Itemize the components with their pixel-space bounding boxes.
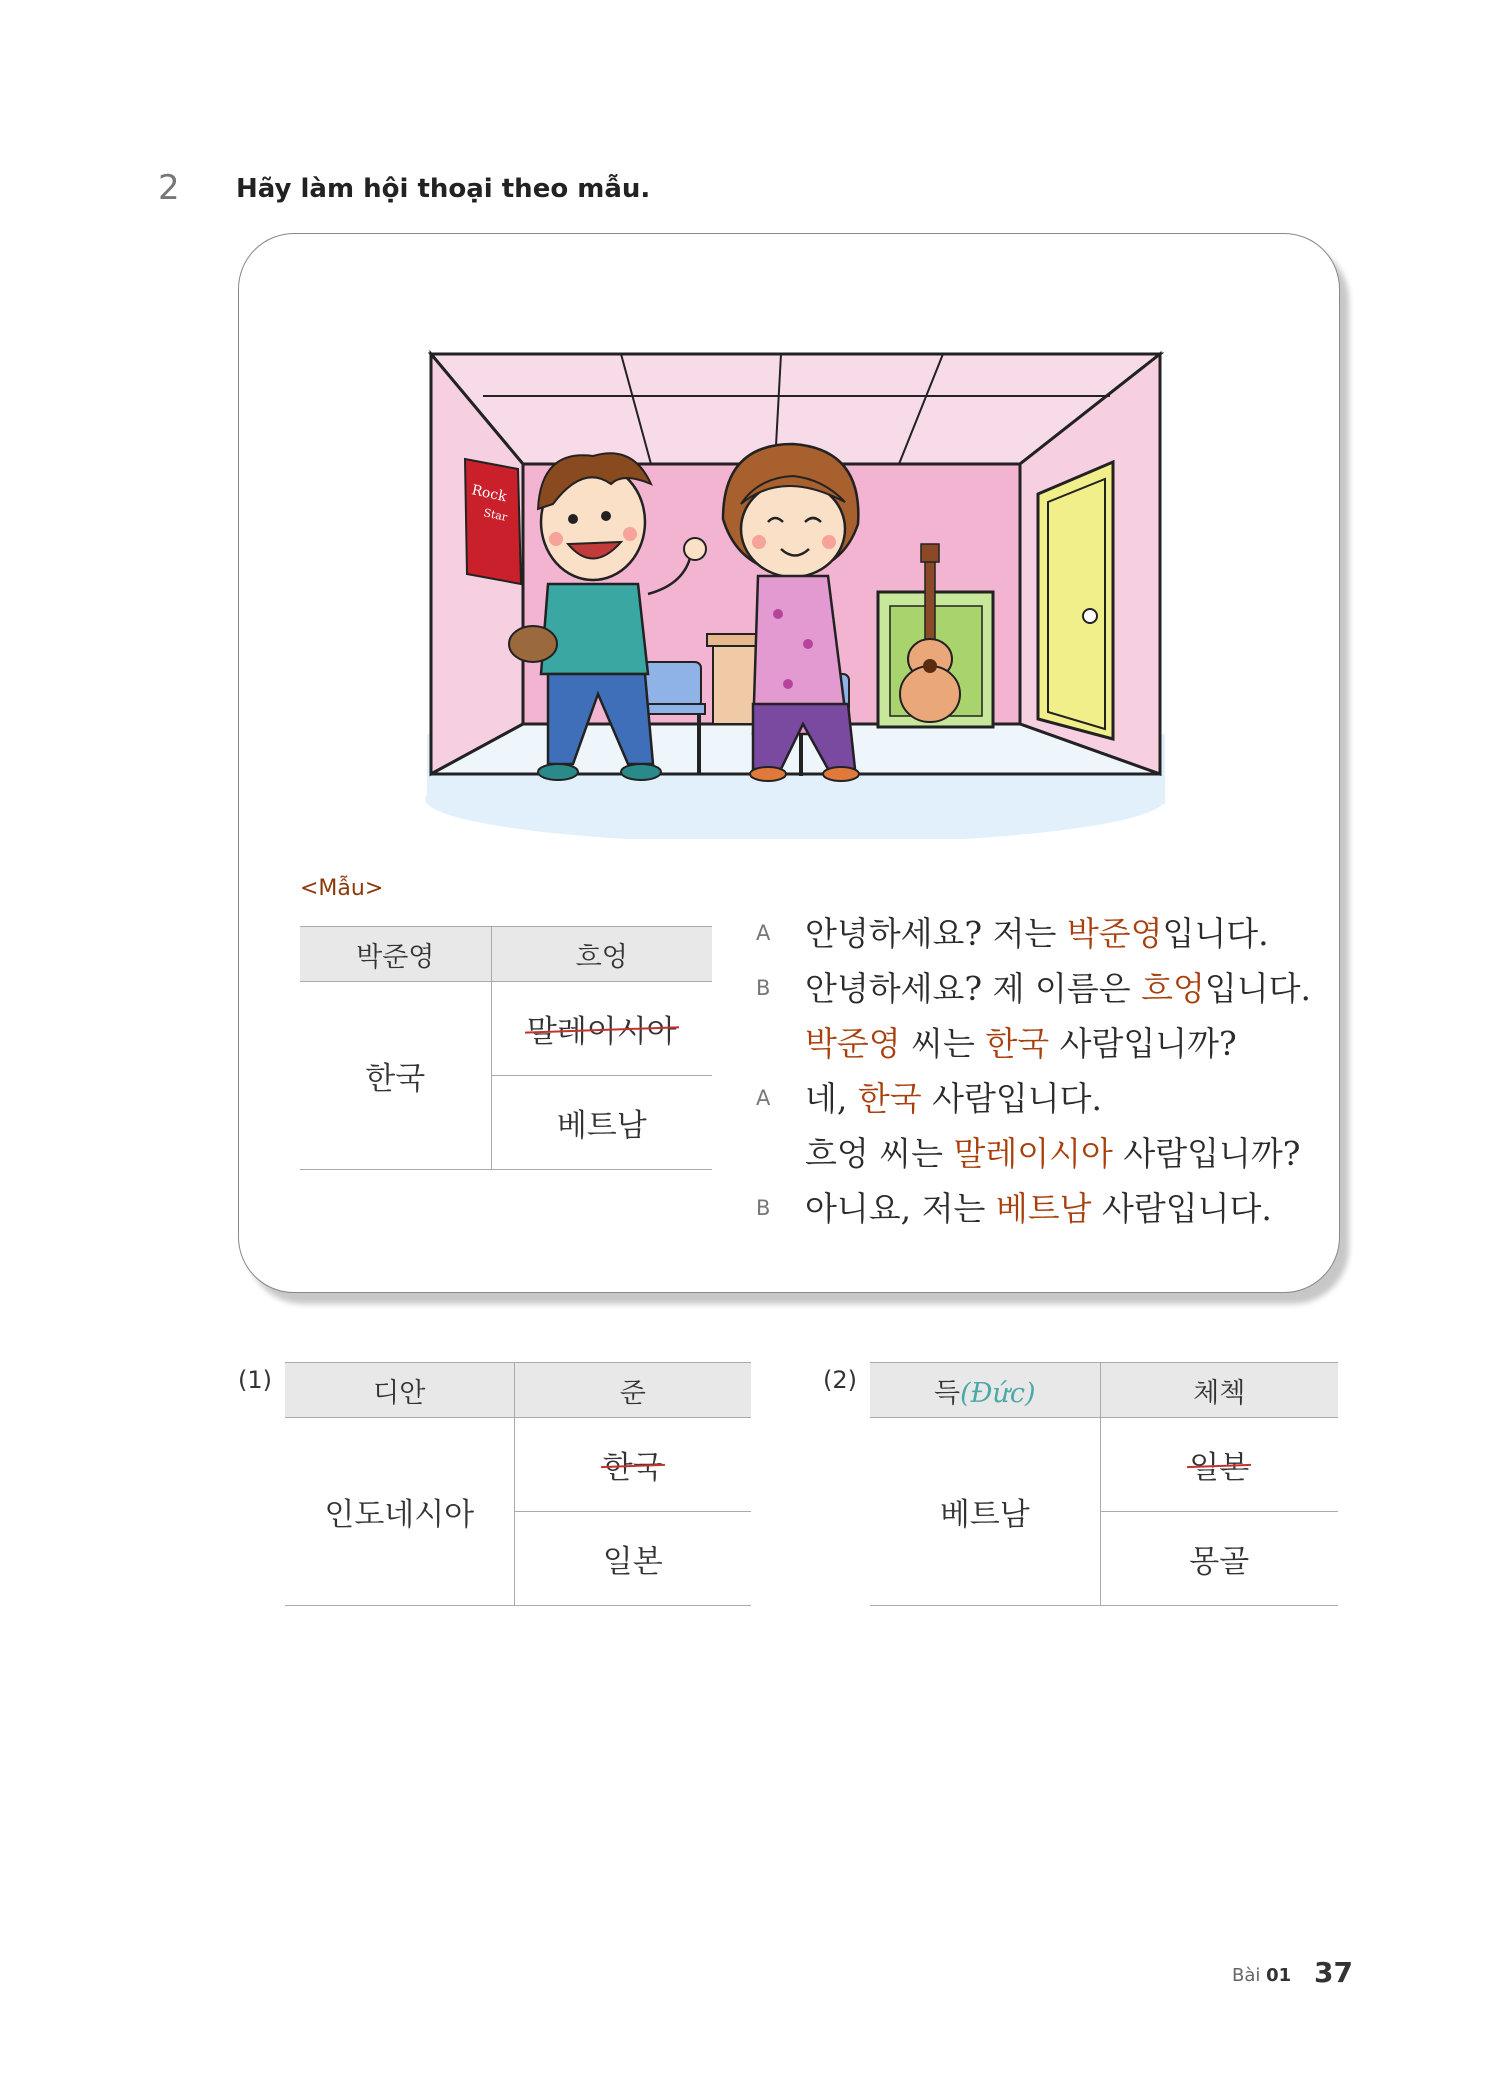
utterance [805,961,1311,1016]
utterance-text: 사람입니까? [1049,1024,1237,1063]
example-struck-option [491,982,712,1076]
exercise-2-struck-option [1100,1418,1338,1512]
struck-text: 일본 [1189,1442,1249,1487]
struck-text: 말레이시아 [527,1006,677,1051]
highlighted-word: 박준영 [805,1024,901,1063]
header-name: 득 [934,1377,961,1409]
exercise-2-table [870,1362,1338,1606]
speaker-label: B [756,1196,771,1220]
exercise-1-label: (1) [238,1366,272,1394]
dialogue-line [756,1126,1316,1181]
utterance [805,1071,1102,1126]
exercise-1-struck-option [514,1418,751,1512]
struck-text: 한국 [603,1442,663,1487]
dialogue-line [756,1016,1316,1071]
door-icon [1038,462,1113,739]
example-dialogue [756,906,1316,1236]
utterance-text: 사람입니다. [1091,1189,1272,1228]
lesson-number: 01 [1266,1965,1292,1986]
lesson-prefix: Bài [1232,1965,1261,1986]
highlighted-word: 박준영 [1066,914,1163,953]
utterance [805,1126,1300,1181]
highlighted-word: 베트남 [995,1189,1092,1228]
exercise-2-country-a: 베트남 [870,1418,1100,1606]
example-header-a: 박준영 [300,927,491,982]
highlighted-word: 흐엉 [1141,969,1205,1008]
utterance-text: 안녕하세요? 제 이름은 [805,969,1142,1008]
dialogue-line [756,1071,1316,1126]
exercise-number: 2 [158,168,180,208]
utterance [805,906,1269,961]
example-answer-option: 베트남 [491,1076,712,1170]
exercise-2-label: (2) [823,1366,857,1394]
exercise-instruction: Hãy làm hội thoại theo mẫu. [236,174,651,204]
highlighted-word: 한국 [857,1079,922,1118]
utterance-text: 네, [805,1079,858,1118]
example-header-b: 흐엉 [491,927,712,982]
exercise-2-answer-option: 몽골 [1100,1512,1338,1606]
exercise-1-header-b: 준 [514,1363,751,1418]
exercise-2-header-a [870,1363,1100,1418]
exercise-1-answer-option: 일본 [514,1512,751,1606]
speaker-label: A [756,921,771,945]
svg-text:Star: Star [482,506,509,524]
example-label: <Mẫu> [300,876,384,901]
vietnamese-name-hint: (Đức) [960,1377,1036,1409]
utterance-text: 사람입니까? [1112,1134,1301,1173]
example-table [300,926,712,1170]
example-country-a: 한국 [300,982,491,1170]
utterance-text: 흐엉 씨는 [805,1134,954,1173]
page-number: 37 [1314,1956,1353,1989]
dialogue-line [756,906,1316,961]
utterance-text: 아니요, 저는 [805,1189,996,1228]
dialogue-line [756,961,1316,1016]
utterance-text: 씨는 [900,1024,986,1063]
svg-text:Rock: Rock [470,482,509,506]
exercise-1-table [285,1362,751,1606]
utterance [805,1181,1272,1236]
speaker-label: A [756,1086,771,1110]
utterance-text: 입니다. [1204,969,1311,1008]
exercise-2-header-b: 체첵 [1100,1363,1338,1418]
highlighted-word: 한국 [985,1024,1050,1063]
utterance-text: 입니다. [1162,914,1269,953]
classroom-illustration [423,344,1168,839]
rock-star-poster-icon [465,459,521,584]
lesson-indicator [1232,1965,1291,1986]
utterance-text: 안녕하세요? 저는 [805,914,1067,953]
exercise-1-header-a: 디안 [285,1363,514,1418]
highlighted-word: 말레이시아 [953,1134,1113,1173]
utterance-text: 사람입니다. [921,1079,1102,1118]
utterance [805,1016,1237,1071]
dialogue-line [756,1181,1316,1236]
speaker-label: B [756,976,771,1000]
exercise-1-country-a: 인도네시아 [285,1418,514,1606]
